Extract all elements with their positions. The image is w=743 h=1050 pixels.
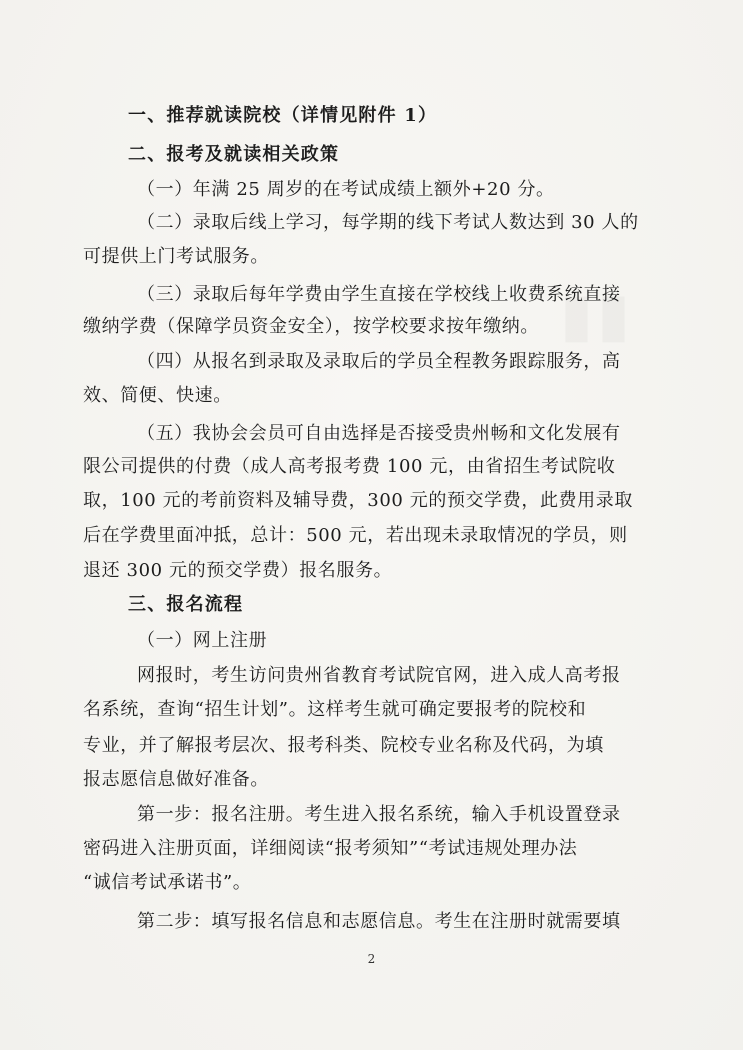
- paragraph-line: （五）我协会会员可自由选择是否接受贵州畅和文化发展有: [137, 423, 621, 444]
- heading-policies: 二、报考及就读相关政策: [128, 144, 340, 165]
- paragraph-line: （三）录取后每年学费由学生直接在学校线上收费系统直接: [137, 284, 621, 305]
- paragraph-line: 第一步：报名注册。考生进入报名系统，输入手机设置登录: [137, 804, 621, 825]
- paragraph-line: 可提供上门考试服务。: [83, 246, 269, 267]
- paragraph-line: （二）录取后线上学习，每学期的线下考试人数达到 30 人的: [137, 212, 639, 233]
- paragraph-line: “诚信考试承诺书”。: [83, 872, 252, 893]
- heading-registration-process: 三、报名流程: [128, 594, 244, 615]
- subheading-online-registration: （一）网上注册: [137, 630, 268, 651]
- paragraph-line: 后在学费里面冲抵，总计：500 元，若出现未录取情况的学员，则: [83, 525, 628, 546]
- paragraph-line: 密码进入注册页面，详细阅读“报考须知”“考试违规处理办法: [83, 838, 578, 859]
- paragraph-line: 第二步：填写报名信息和志愿信息。考生在注册时就需要填: [137, 911, 621, 932]
- paragraph-line: 报志愿信息做好准备。: [83, 769, 269, 790]
- paragraph-line: 限公司提供的付费（成人高考报考费 100 元，由省招生考试院收: [83, 456, 616, 477]
- paragraph-line: 网报时，考生访问贵州省教育考试院官网，进入成人高考报: [137, 665, 621, 686]
- paragraph-line: （一）年满 25 周岁的在考试成绩上额外+20 分。: [137, 179, 555, 200]
- paragraph-line: 效、简便、快速。: [83, 385, 232, 406]
- paragraph-line: 取，100 元的考前资料及辅导费，300 元的预交学费，此费用录取: [83, 490, 633, 511]
- paragraph-line: 退还 300 元的预交学费）报名服务。: [83, 560, 393, 581]
- paragraph-line: 专业，并了解报考层次、报考科类、院校专业名称及代码，为填: [83, 735, 604, 756]
- page-number: 2: [367, 952, 376, 966]
- paragraph-line: 名系统，查询“招生计划”。这样考生就可确定要报考的院校和: [83, 699, 587, 720]
- paragraph-line: （四）从报名到录取及录取后的学员全程教务跟踪服务，高: [137, 351, 621, 372]
- paragraph-line: 缴纳学费（保障学员资金安全），按学校要求按年缴纳。: [83, 316, 539, 337]
- heading-recommended-schools: 一、推荐就读院校（详情见附件 1）: [128, 105, 438, 126]
